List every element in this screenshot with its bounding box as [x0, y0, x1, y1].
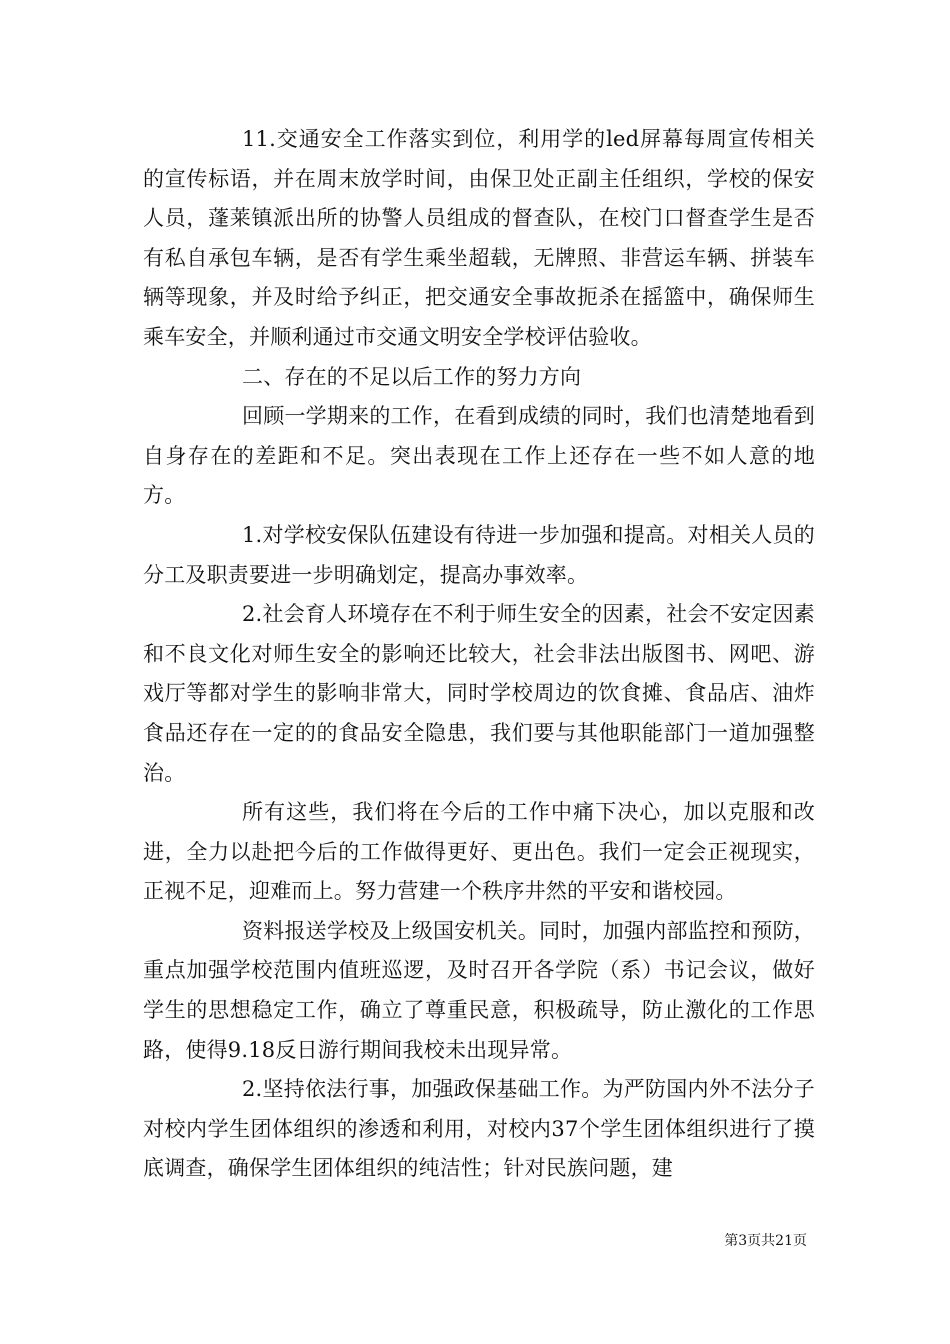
paragraph-reporting: 资料报送学校及上级国安机关。同时，加强内部监控和预防，重点加强学校范围内值班巡逻，及时召开各学院（系）书记会议，做好学生的思想稳定工作，确立了尊重民意，积极疏导，防止激化的工作思路，使得9.18反日游行期间我校未出现异常。 — [143, 918, 815, 1062]
paragraph-traffic-safety: 11.交通安全工作落实到位，利用学的led屏幕每周宣传相关的宣传标语，并在周末放学时间，由保卫处正副主任组织，学校的保安人员，蓬莱镇派出所的协警人员组成的督查队，在校门口督查学生是否有私自承包车辆，是否有学生乘坐超载，无牌照、非营运车辆、拼装车辆等现象，并及时给予纠正，把交通安全事故扼杀在摇篮中，确保师生乘车安全，并顺利通过市交通文明安全学校评估验收。 — [143, 127, 815, 349]
paragraph-lawful-action: 2.坚持依法行事，加强政保基础工作。为严防国内外不法分子对校内学生团体组织的渗透和利用，对校内37个学生团体组织进行了摸底调查，确保学生团体组织的纯洁性；针对民族问题，建 — [143, 1077, 815, 1181]
document-body — [143, 120, 815, 1189]
paragraph-item-1: 1.对学校安保队伍建设有待进一步加强和提高。对相关人员的分工及职责要进一步明确划定，提高办事效率。 — [143, 522, 815, 587]
section-heading-shortcomings: 二、存在的不足以后工作的努力方向 — [242, 364, 582, 389]
paragraph-item-2: 2.社会育人环境存在不利于师生安全的因素，社会不安定因素和不良文化对师生安全的影响还比较大，社会非法出版图书、网吧、游戏厅等都对学生的影响非常大，同时学校周边的饮食摊、食品店、油炸食品还存在一定的的食品安全隐患，我们要与其他职能部门一道加强整治。 — [143, 602, 815, 785]
page-number: 第3页共21页 — [724, 1233, 807, 1249]
paragraph-resolution: 所有这些，我们将在今后的工作中痛下决心，加以克服和改进，全力以赴把今后的工作做得更好、更出色。我们一定会正视现实，正视不足，迎难而上。努力营建一个秩序井然的平安和谐校园。 — [143, 800, 815, 904]
paragraph-review: 回顾一学期来的工作，在看到成绩的同时，我们也清楚地看到自身存在的差距和不足。突出表现在工作上还存在一些不如人意的地方。 — [143, 404, 815, 508]
